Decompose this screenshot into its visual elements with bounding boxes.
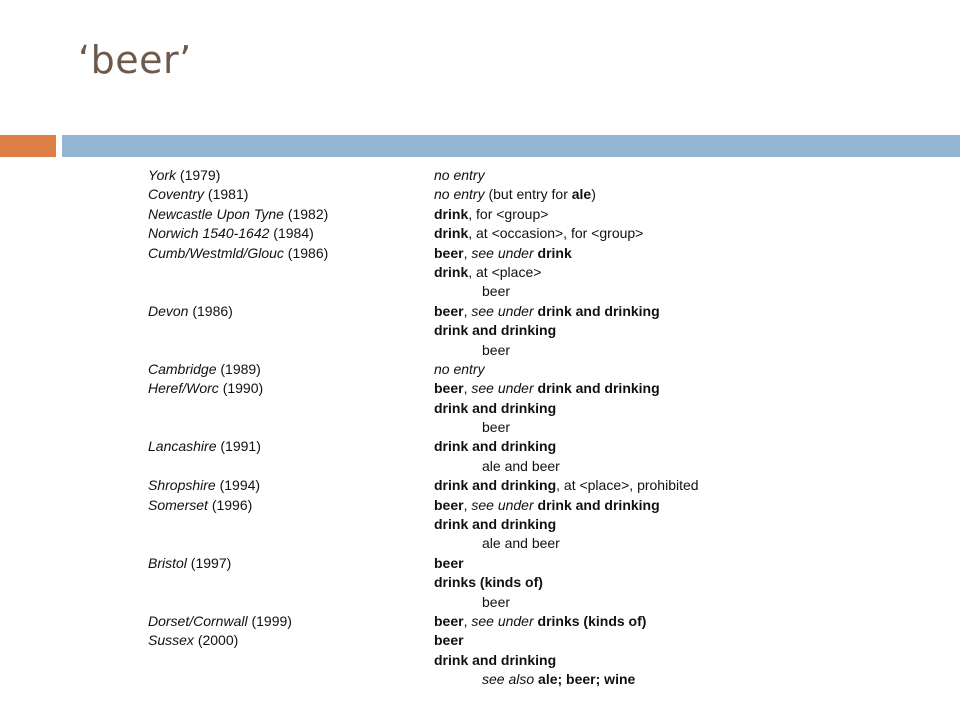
place-cell: Heref/Worc (1990) (148, 380, 264, 397)
description-cell: no entry (434, 360, 485, 377)
description-cell: no entry (434, 167, 485, 183)
description-cell: see also ale; beer; wine (482, 671, 636, 688)
description-cell: ale and beer (482, 535, 560, 552)
description-cell: drinks (kinds of) (434, 574, 543, 591)
description-cell: beer, see under drink and drinking (434, 380, 660, 397)
accent-bar-orange (0, 135, 56, 157)
description-cell: beer, see under drink and drinking (434, 496, 660, 513)
description-cell: drink and drinking (434, 322, 557, 339)
description-cell: drink and drinking (434, 516, 557, 533)
slide-title: ‘beer’ (78, 38, 192, 82)
place-cell: Lancashire (1991) (148, 438, 261, 455)
place-cell: Coventry (1981) (148, 186, 249, 203)
place-cell: York (1979) (148, 167, 221, 183)
place-cell: Dorset/Cornwall (1999) (148, 612, 292, 629)
description-cell: beer, see under drink and drinking (434, 302, 660, 319)
accent-bar-blue (62, 135, 960, 157)
description-cell: beer (434, 632, 464, 649)
description-cell: beer (482, 419, 511, 436)
description-cell: beer (482, 593, 511, 610)
place-cell: Sussex (2000) (148, 632, 239, 649)
description-cell: drink and drinking (434, 651, 557, 668)
description-cell: drink and drinking (434, 399, 557, 416)
place-cell: Norwich 1540-1642 (1984) (148, 225, 314, 242)
place-cell: Newcastle Upon Tyne (1982) (148, 205, 329, 222)
description-cell: drink, at <occasion>, for <group> (434, 225, 644, 242)
description-cell: drink, at <place> (434, 263, 542, 280)
description-cell: ale and beer (482, 457, 560, 474)
description-cell: no entry (but entry for ale) (434, 186, 596, 203)
description-cell: drink and drinking, at <place>, prohibited (434, 477, 699, 494)
description-cell: beer (434, 554, 464, 571)
description-cell: beer, see under drinks (kinds of) (434, 612, 647, 629)
description-cell: drink, for <group> (434, 205, 549, 222)
description-cell: beer (482, 283, 511, 300)
description-cell: drink and drinking (434, 438, 557, 455)
description-cell: beer, see under drink (434, 244, 572, 261)
place-cell: Bristol (1997) (148, 554, 232, 571)
description-cell: beer (482, 341, 511, 358)
place-cell: Somerset (1996) (148, 496, 253, 513)
place-cell: Devon (1986) (148, 302, 233, 319)
place-cell: Cambridge (1989) (148, 360, 261, 377)
place-cell: Cumb/Westmld/Glouc (1986) (148, 244, 329, 261)
place-cell: Shropshire (1994) (148, 477, 261, 494)
